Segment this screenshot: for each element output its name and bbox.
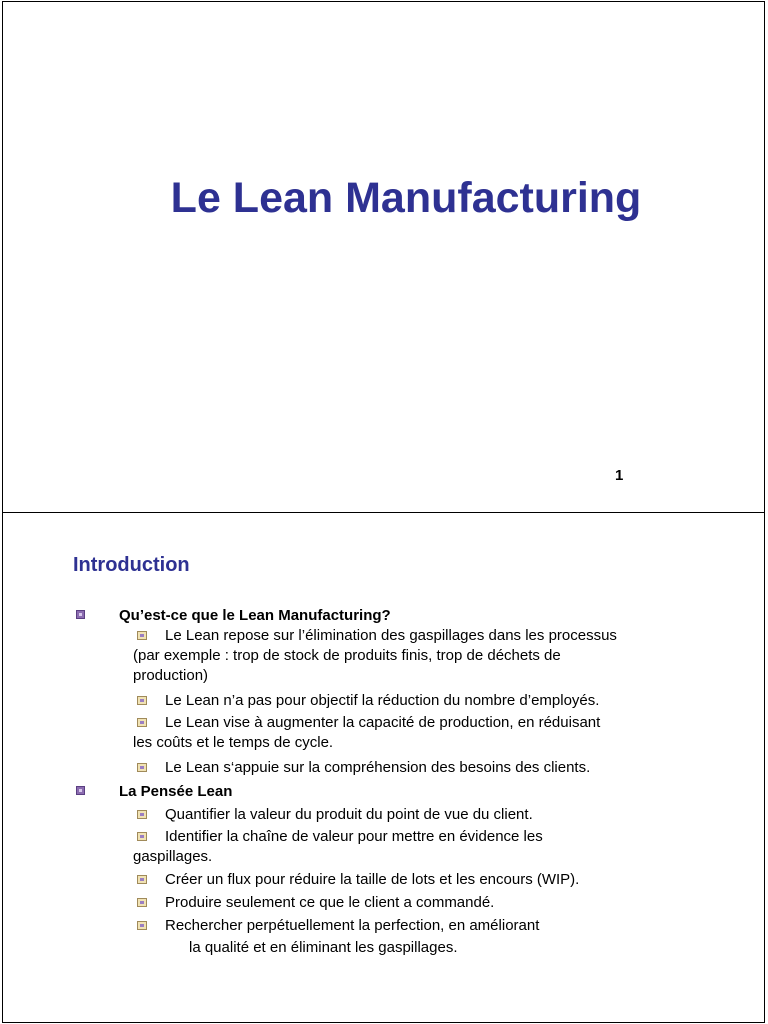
bullet-note-icon xyxy=(137,898,147,907)
bullet-note-icon xyxy=(137,763,147,772)
bullet-level2 xyxy=(73,870,713,890)
page-number: 1 xyxy=(615,467,624,484)
bullet-note-icon xyxy=(137,810,147,819)
bullet-text: Le Lean vise à augmenter la capacité de production, en réduisant xyxy=(165,714,601,731)
bullet-level1 xyxy=(73,782,713,802)
slide-2 xyxy=(2,512,765,1023)
bullet-level1-text: La Pensée Lean xyxy=(119,783,233,800)
bullet-level2 xyxy=(73,691,713,711)
bullet-text-cont: gaspillages. xyxy=(133,848,213,865)
bullet-note-icon xyxy=(137,631,147,640)
bullet-text: Créer un flux pour réduire la taille de lots et les encours (WIP). xyxy=(165,871,580,888)
bullet-square-icon xyxy=(76,610,85,619)
section-heading: Introduction xyxy=(73,554,190,576)
bullet-text-cont: production) xyxy=(133,667,209,684)
slide-1 xyxy=(2,1,765,513)
bullet-level2 xyxy=(73,805,713,825)
bullet-text-cont: (par exemple : trop de stock de produits finis, trop de déchets de xyxy=(133,647,561,664)
bullet-text: Le Lean n’a pas pour objectif la réduction du nombre d’employés. xyxy=(165,692,600,709)
bullet-text: Rechercher perpétuellement la perfection, en améliorant xyxy=(165,917,540,934)
bullet-text: Quantifier la valeur du produit du point de vue du client. xyxy=(165,806,533,823)
bullet-level1-text: Qu’est-ce que le Lean Manufacturing? xyxy=(119,607,391,624)
bullet-text: Le Lean repose sur l’élimination des gaspillages dans les processus xyxy=(165,627,617,644)
slide-title: Le Lean Manufacturing xyxy=(170,174,642,222)
bullet-level2 xyxy=(73,916,713,936)
bullet-level2 xyxy=(73,827,713,867)
bullet-text: Produire seulement ce que le client a commandé. xyxy=(165,894,495,911)
bullet-text: Identifier la chaîne de valeur pour mettre en évidence les xyxy=(165,828,543,845)
bullet-level2 xyxy=(73,758,713,778)
bullet-square-icon xyxy=(76,786,85,795)
bullet-level2 xyxy=(73,626,713,686)
bullet-text-cont: les coûts et le temps de cycle. xyxy=(133,734,334,751)
bullet-trailing-line: la qualité et en éliminant les gaspillages. xyxy=(189,939,458,956)
bullet-note-icon xyxy=(137,875,147,884)
bullet-note-icon xyxy=(137,921,147,930)
bullet-list xyxy=(73,604,713,958)
bullet-note-icon xyxy=(137,718,147,727)
bullet-level2 xyxy=(73,893,713,913)
bullet-level2 xyxy=(73,713,713,753)
bullet-level1 xyxy=(73,606,713,626)
bullet-note-icon xyxy=(137,696,147,705)
bullet-note-icon xyxy=(137,832,147,841)
bullet-text: Le Lean s‘appuie sur la compréhension des besoins des clients. xyxy=(165,759,591,776)
